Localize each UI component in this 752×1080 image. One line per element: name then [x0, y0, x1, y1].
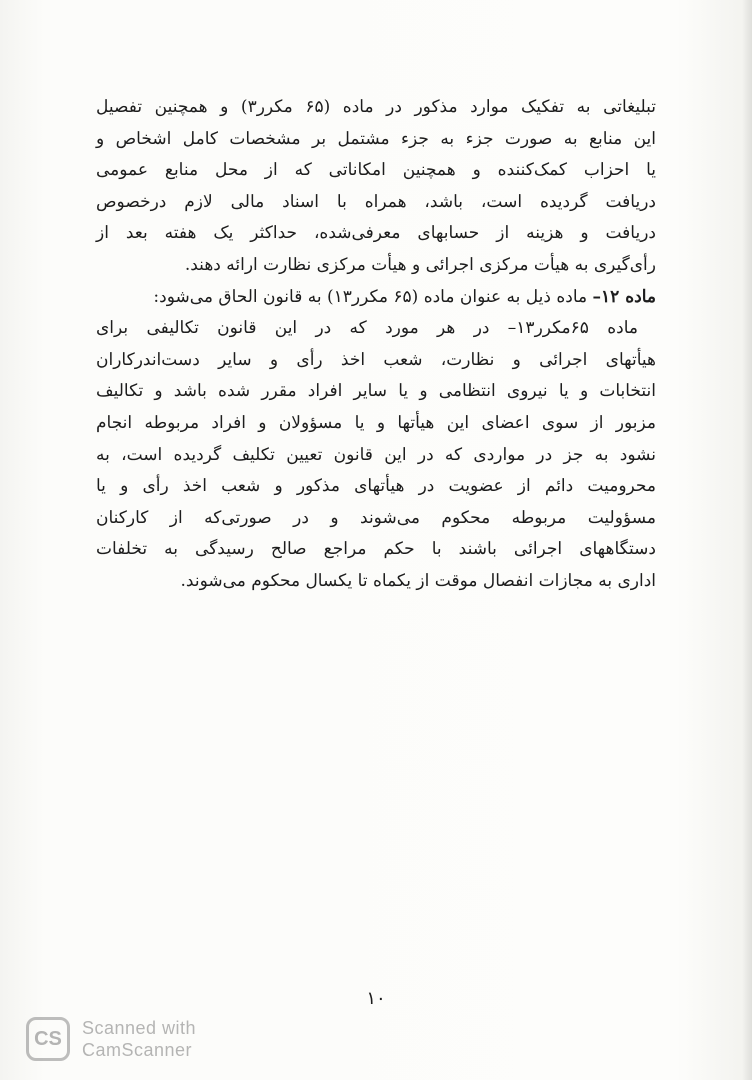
camscanner-logo-icon: CS [26, 1017, 70, 1061]
article-intro: ماده ذیل به عنوان ماده (۶۵ مکرر۱۳) به قانون الحاق می‌شود: [153, 286, 593, 307]
body-line: دریافت گردیده است، باشد، همراه با اسناد مالی لازم درخصوص [96, 191, 656, 212]
article-12-heading [96, 282, 656, 314]
article-line: مزبور از سوی اعضای این هیأتها و یا مسؤولان و افراد مربوطه انجام [96, 412, 656, 433]
article-line: هیأتهای اجرائی و نظارت، شعب اخذ رأی و سایر دست‌اندرکاران [96, 349, 656, 370]
article-line: انتخابات و یا نیروی انتظامی و یا سایر افراد مقرر شده باشد و تکالیف [96, 381, 656, 402]
body-line: رأی‌گیری به هیأت مرکزی اجرائی و هیأت مرکزی نظارت ارائه دهند. [184, 254, 656, 275]
article-number: ماده ۱۲– [592, 286, 656, 307]
article-line: مسؤولیت مربوطه محکوم می‌شوند و در صورتی‌که از کارکنان [96, 507, 656, 528]
page-number: ۱۰ [366, 988, 386, 1009]
watermark-line1: Scanned with [82, 1018, 197, 1038]
body-line: یا احزاب کمک‌کننده و همچنین امکاناتی که از محل منابع عمومی [96, 160, 656, 181]
article-line: دستگاههای اجرائی باشند با حکم مراجع صالح رسیدگی به تخلفات [96, 539, 656, 560]
body-line: دریافت و هزینه از حسابهای معرفی‌شده، حداکثر یک هفته بعد از [96, 223, 656, 244]
body-line: این منابع به صورت جزء به جزء مشتمل بر مشخصات کامل اشخاص و [96, 128, 656, 149]
watermark-line2: CamScanner [82, 1040, 193, 1060]
page-spine-shadow [742, 0, 752, 1080]
watermark-text [82, 1017, 196, 1061]
camscanner-watermark [26, 1015, 256, 1063]
article-line: نشود به جز در مواردی که در این قانون تعیین تکلیف گردیده است، به [96, 444, 656, 465]
body-line: تبلیغاتی به تفکیک موارد مذکور در ماده (۶۵ مکرر۳) و همچنین تفصیل [96, 97, 656, 117]
body-text [96, 92, 656, 598]
article-line: محرومیت دائم از عضویت در هیأتهای مذکور و شعب اخذ رأی و یا [96, 476, 656, 497]
article-line: اداری به مجازات انفصال موقت از یکماه تا یکسال محکوم می‌شوند. [180, 570, 656, 591]
article-line: ماده ۶۵مکرر۱۳– در هر مورد که در این قانون تکالیفی برای [96, 318, 638, 339]
